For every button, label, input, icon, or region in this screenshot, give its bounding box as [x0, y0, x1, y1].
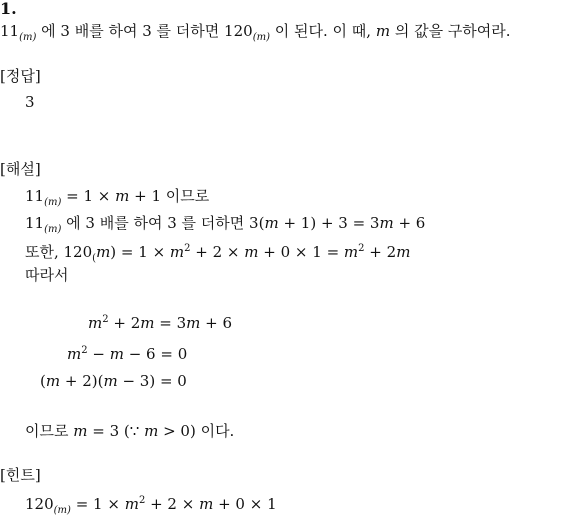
exponent: 2 — [81, 345, 88, 356]
variable: m — [343, 243, 359, 261]
base-subscript: (m) — [19, 32, 37, 43]
math-text: + 2 — [364, 243, 397, 261]
math-text: + 0 × 1 = — [258, 243, 344, 261]
variable: m — [264, 214, 279, 232]
math-text: + 1) + 3 = 3 — [278, 214, 380, 232]
math-text: + 2 — [108, 314, 141, 332]
variable: m — [375, 22, 391, 40]
variable: m — [115, 187, 130, 205]
equation-content — [67, 342, 187, 363]
answer-value: 3 — [25, 93, 35, 111]
variable: m — [144, 422, 159, 440]
base-subscript: (m) — [44, 224, 62, 235]
exponent: 2 — [184, 243, 191, 254]
variable: m — [124, 495, 139, 513]
solution-header: [해설] — [0, 160, 41, 178]
math-text: = 3 — [154, 314, 187, 332]
math-text: + 2 × — [145, 495, 200, 513]
variable: m — [45, 372, 61, 390]
math-text: + 6 — [200, 314, 233, 332]
math-text: = 3 (∵ — [87, 422, 145, 440]
math-text: 또한, 120 — [25, 243, 93, 261]
question-text: 에 3 배를 하여 3 를 더하면 — [36, 22, 225, 40]
exponent: 2 — [138, 495, 146, 506]
variable: m — [244, 243, 259, 261]
equation-content — [88, 311, 232, 332]
math-text: > 0) 이다. — [158, 422, 235, 440]
math-text: = 1 × — [70, 495, 125, 513]
math-text: + 6 — [393, 214, 426, 232]
solution-line-4: 따라서 — [25, 266, 69, 284]
solution-line-2 — [25, 214, 425, 239]
variable: m — [169, 243, 185, 261]
base-subscript: (m) — [252, 32, 270, 43]
math-text: + 2 × — [190, 243, 245, 261]
math-text: + 2)( — [60, 372, 104, 390]
math-text: 에 3 배를 하여 3 를 더하면 3( — [61, 214, 265, 232]
math-text: − 3) = 0 — [117, 372, 187, 390]
base-number: 11 — [25, 187, 45, 205]
base-subscript: (m) — [44, 197, 62, 208]
exponent: 2 — [102, 314, 109, 325]
math-text: ) = 1 × — [110, 243, 170, 261]
base-number: 11 — [0, 22, 20, 40]
equation-content — [40, 372, 187, 390]
math-text: + 0 × 1 — [213, 495, 277, 513]
paren: ( — [92, 253, 97, 264]
exponent: 2 — [358, 243, 365, 254]
math-text: − 6 = 0 — [123, 345, 188, 363]
variable: m — [73, 422, 88, 440]
base-number: 120 — [25, 495, 54, 513]
question-text: 이 된다. 이 때, — [269, 22, 376, 40]
variable: m — [109, 345, 124, 363]
math-text: 이므로 — [25, 422, 74, 440]
math-text: ( — [40, 372, 46, 390]
math-text: + 1 이므로 — [129, 187, 210, 205]
variable: m — [199, 495, 214, 513]
hint-line — [25, 492, 277, 520]
problem-number: 1. — [0, 0, 17, 18]
variable: m — [96, 243, 111, 261]
hint-header: [힌트] — [0, 466, 41, 484]
base-number: 120 — [224, 22, 253, 40]
solution-conclusion — [25, 422, 234, 440]
variable: m — [186, 314, 201, 332]
variable: m — [103, 372, 118, 390]
variable: m — [67, 345, 82, 363]
math-text: = 1 × — [61, 187, 116, 205]
question-text: 의 값을 구하여라. — [390, 22, 511, 40]
solution-line-3 — [25, 240, 410, 268]
answer-header: [정답] — [0, 67, 41, 85]
base-number: 11 — [25, 214, 45, 232]
problem-question — [0, 22, 511, 47]
solution-line-1 — [25, 187, 209, 212]
math-text: − — [87, 345, 110, 363]
base-subscript: (m) — [53, 505, 71, 516]
variable: m — [379, 214, 394, 232]
variable: m — [88, 314, 103, 332]
variable: m — [140, 314, 155, 332]
variable: m — [396, 243, 411, 261]
